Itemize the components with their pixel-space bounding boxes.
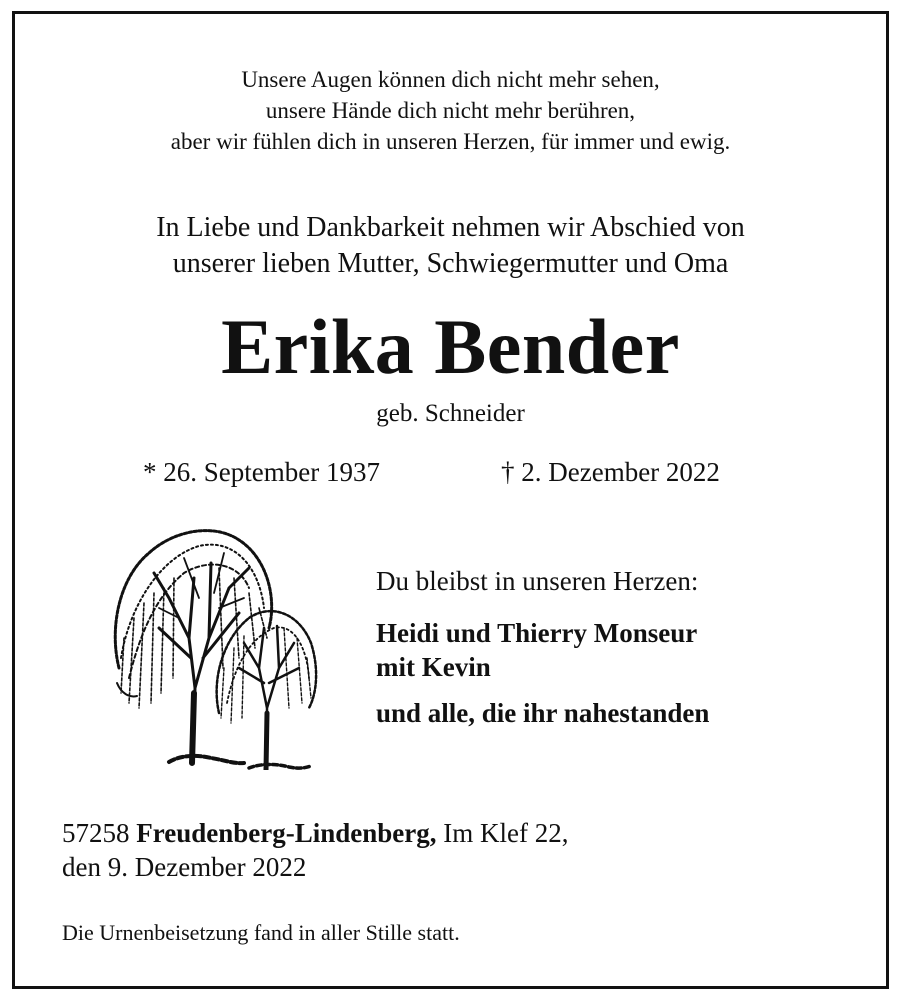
deceased-name: Erika Bender (221, 303, 680, 390)
verse (15, 64, 886, 157)
intro-line: In Liebe und Dankbarkeit nehmen wir Abschied von (156, 212, 745, 243)
intro-text (15, 210, 886, 282)
burial-note: Die Urnenbeisetzung fand in aller Stille statt. (62, 920, 460, 945)
date-line: den 9. Dezember 2022 (62, 852, 307, 882)
postcode: 57258 (62, 818, 130, 848)
life-dates (15, 454, 886, 490)
obituary-notice (12, 11, 889, 989)
mourners-block (376, 564, 856, 730)
address-line (62, 816, 568, 850)
intro-line: unserer lieben Mutter, Schwiegermutter und Oma (172, 248, 729, 279)
verse-line: Unsere Augen können dich nicht mehr sehen, (241, 67, 660, 92)
verse-line: unsere Hände dich nicht mehr berühren, (265, 98, 636, 123)
family-line: Heidi und Thierry Monseur (376, 618, 698, 648)
street: Im Klef 22, (443, 818, 569, 848)
weeping-willow-trees-icon (99, 518, 319, 770)
town: Freudenberg-Lindenberg, (136, 818, 437, 848)
death-date: † 2. Dezember 2022 (501, 457, 720, 487)
verse-line: aber wir fühlen dich in unseren Herzen, für immer und ewig. (170, 129, 731, 154)
address-block (62, 816, 568, 884)
family-line: mit Kevin (376, 652, 491, 682)
maiden-name: geb. Schneider (376, 400, 525, 427)
mourners-intro: Du bleibst in unseren Herzen: (376, 566, 699, 596)
birth-date: * 26. September 1937 (143, 457, 380, 487)
others-line: und alle, die ihr nahestanden (376, 698, 710, 728)
